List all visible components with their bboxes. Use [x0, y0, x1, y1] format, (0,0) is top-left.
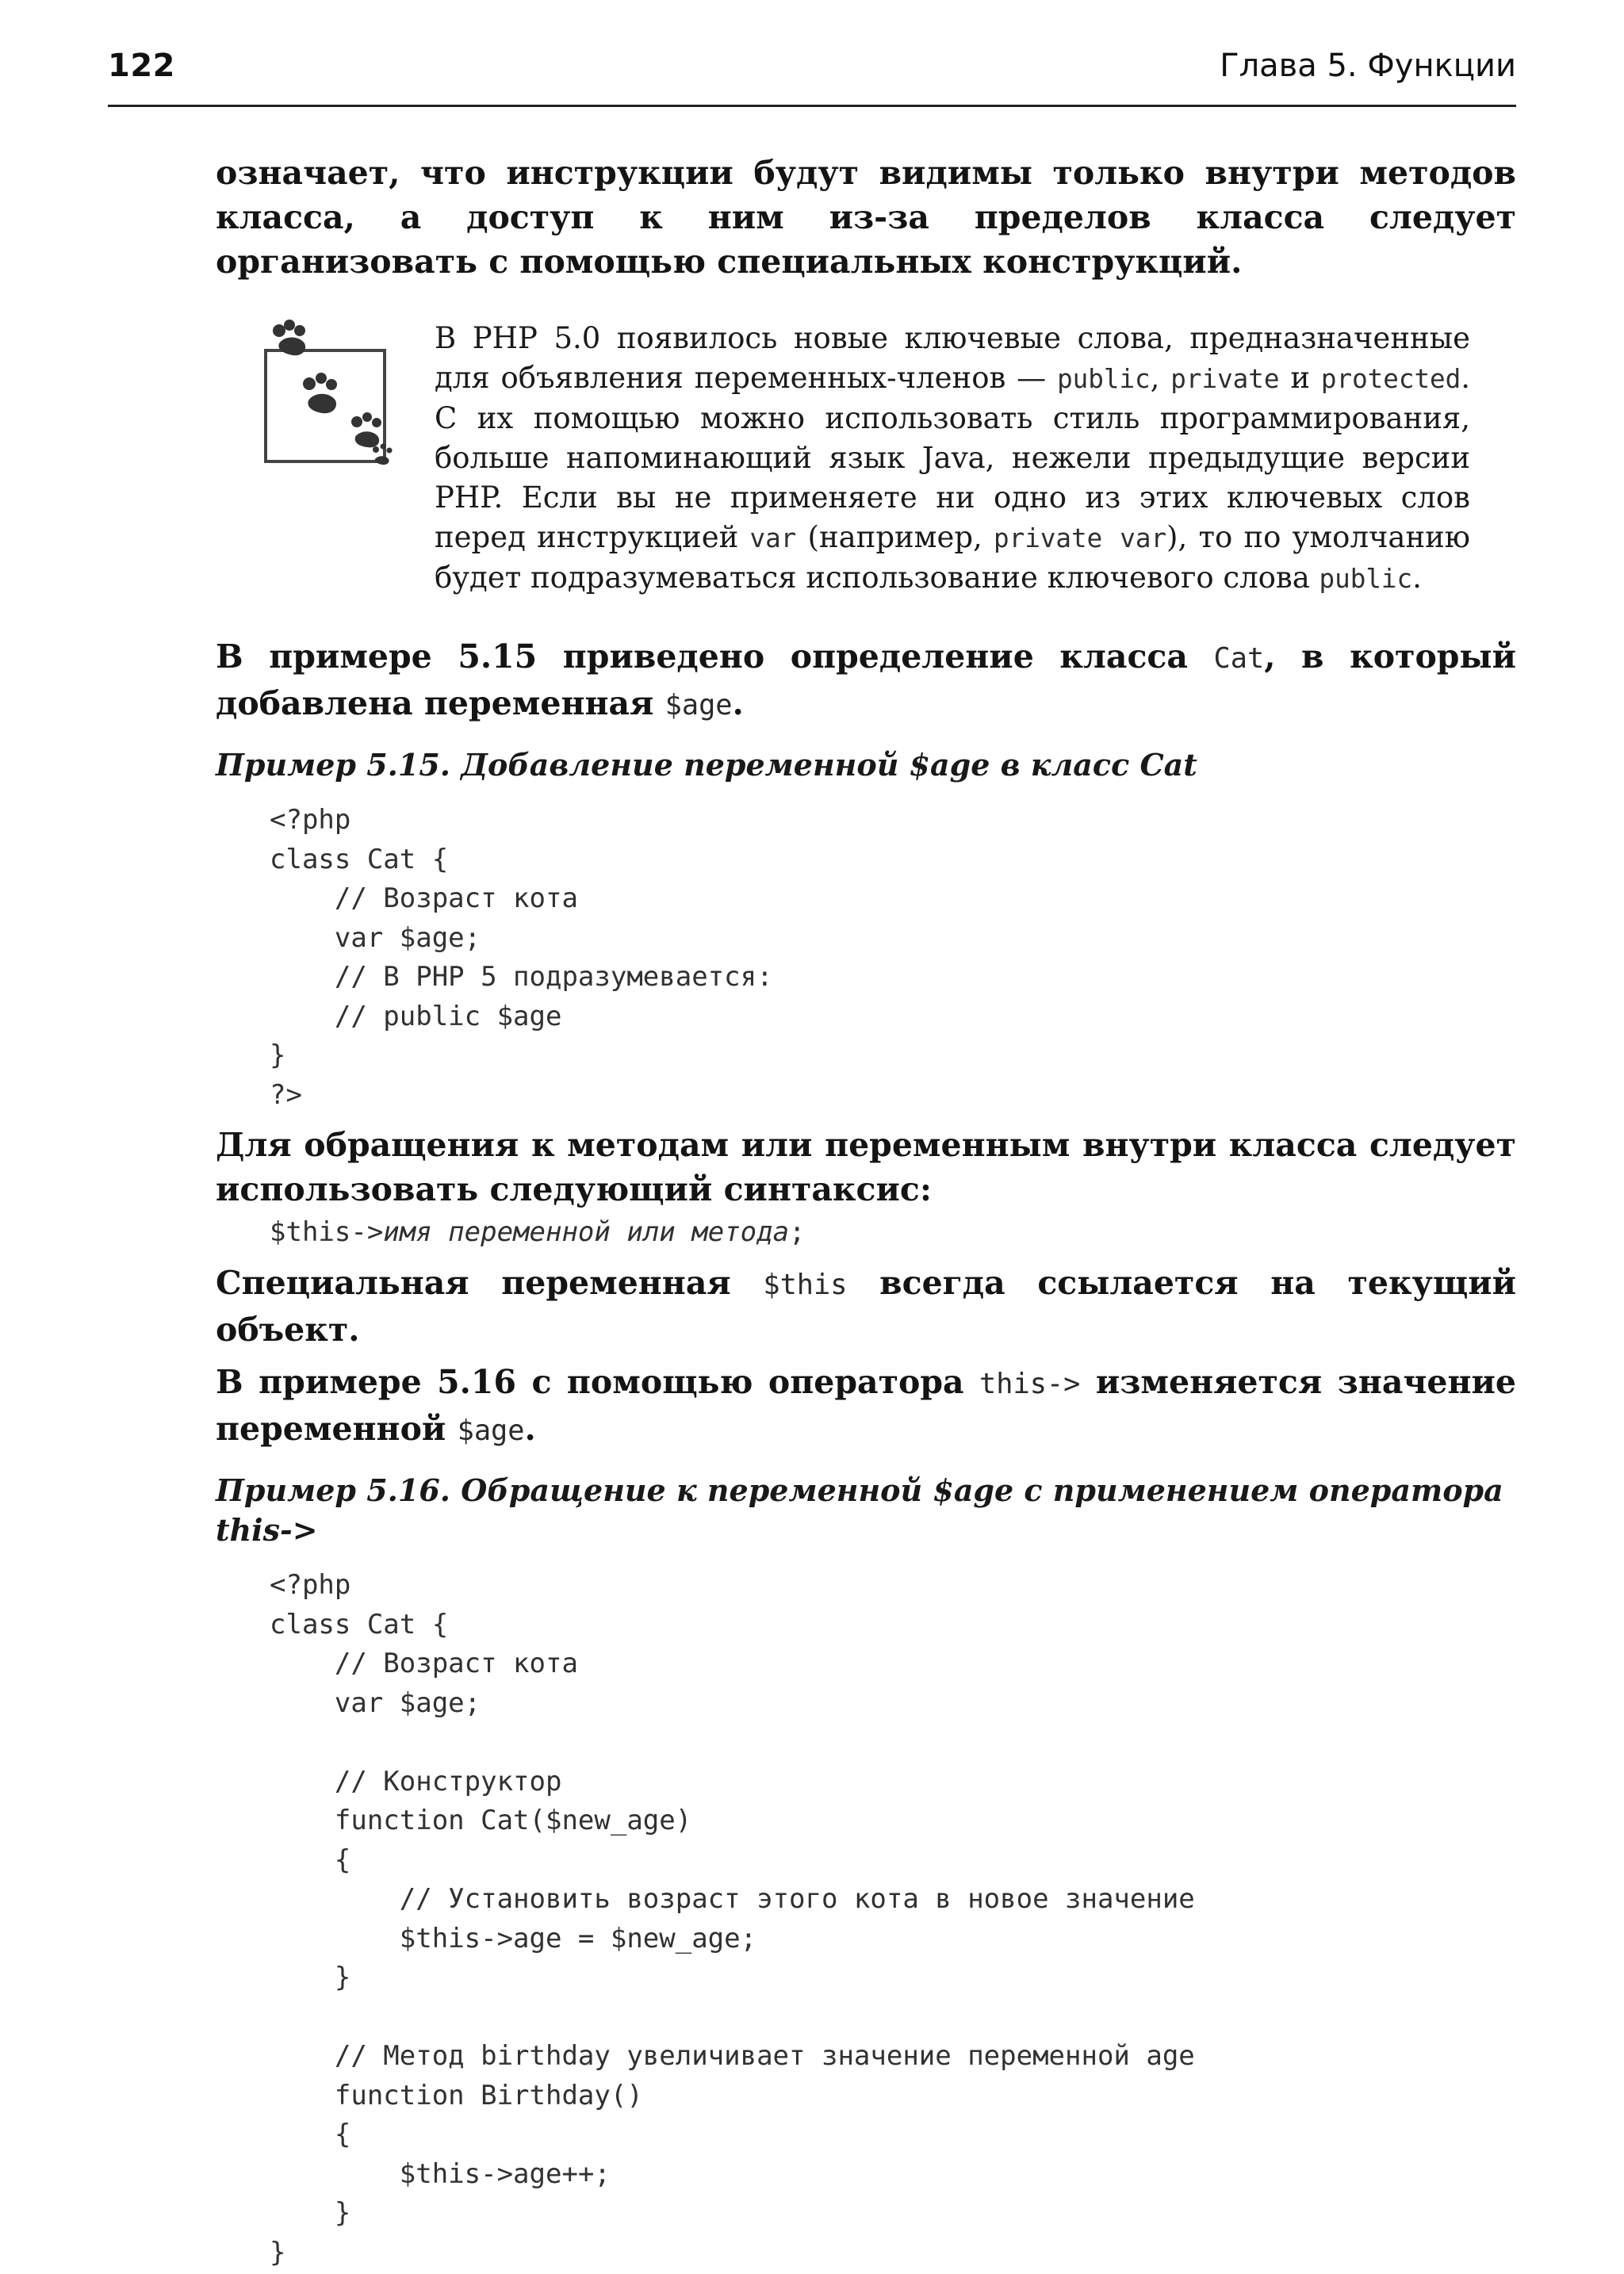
keyword-public-default: public	[1319, 564, 1413, 594]
syntax-prefix: $this->	[270, 1216, 384, 1248]
paragraph-text: изменяется значение переменной	[216, 1363, 1516, 1448]
paragraph-text: , в который добавлена переменная	[216, 637, 1516, 722]
main-content	[216, 151, 1516, 2272]
note-text-part: . С их помощью можно использовать стиль программирования, больше напоминающий язык Java, нежели предыдущие версии PHP. Если вы не применяете ни одно из этих ключевых слов перед инструкцией	[435, 361, 1470, 554]
note-text	[435, 319, 1470, 599]
variable-age: $age	[665, 689, 733, 722]
paw-prints-icon	[263, 319, 398, 469]
intro-paragraph: означает, что инструкции будут видимы только внутри методов класса, а доступ к ним из-за пределов класса следует организовать с помощью специальных конструкций.	[216, 154, 1516, 281]
paragraph-text: всегда ссылается на текущий объект.	[216, 1264, 1517, 1349]
example-516-intro	[216, 1360, 1516, 1453]
note-block	[216, 319, 1516, 620]
syntax-example	[270, 1212, 1516, 1253]
example-516-code: <?php class Cat { // Возраст кота var $age; // Конструктор function Cat($new_age) { // Установить возраст этого кота в новое значение $this->age = $new_age; } // Метод birthday увеличивает значение переменной age function Birthday() { $this->age++; } }	[270, 1569, 1195, 2268]
note-text-part: (например,	[796, 520, 994, 554]
note-text-part: .	[1412, 561, 1422, 595]
example-515-caption: Пример 5.15. Добавление переменной $age в класс Cat	[216, 747, 1197, 783]
page-number: 122	[108, 48, 175, 84]
example-516-caption: Пример 5.16. Обращение к переменной $age с применением оператора this->	[216, 1472, 1503, 1548]
this-description-paragraph	[216, 1261, 1516, 1352]
paragraph-text: Специальная переменная	[216, 1264, 764, 1302]
keyword-public: public	[1057, 364, 1151, 394]
this-variable: $this	[763, 1269, 848, 1301]
note-text-part: В PHP 5.0 появилось новые ключевые слова, предназначенные для объявления переменных-членов —	[435, 321, 1470, 395]
variable-age-2: $age	[457, 1415, 525, 1447]
keyword-private-var: private var	[994, 523, 1167, 553]
syntax-placeholder: имя переменной или метода	[383, 1216, 790, 1248]
running-head: Глава 5. Функции	[1220, 48, 1516, 84]
keyword-protected: protected	[1320, 364, 1461, 394]
paragraph-text: .	[732, 684, 744, 722]
note-text-part: и	[1279, 361, 1321, 395]
paragraph-text: В примере 5.15 приведено определение класса	[216, 637, 1214, 676]
note-text-part: ,	[1150, 361, 1171, 395]
keyword-var: var	[749, 523, 797, 553]
class-name-cat: Cat	[1213, 642, 1265, 675]
note-text-part: ), то по умолчанию будет подразумеваться использование ключевого слова	[435, 520, 1470, 595]
this-operator: this->	[979, 1368, 1081, 1400]
page-header	[108, 41, 1516, 107]
paragraph-text: В примере 5.16 с помощью оператора	[216, 1363, 980, 1401]
example-515-code: <?php class Cat { // Возраст кота var $age; // В PHP 5 подразумевается: // public $age } ?>	[270, 804, 773, 1111]
keyword-private: private	[1170, 364, 1280, 394]
syntax-suffix: ;	[789, 1216, 806, 1248]
example-515-intro	[216, 634, 1516, 728]
paragraph-text: .	[524, 1410, 536, 1448]
syntax-intro-paragraph: Для обращения к методам или переменным внутри класса следует использовать следующий синтаксис:	[216, 1126, 1516, 1208]
